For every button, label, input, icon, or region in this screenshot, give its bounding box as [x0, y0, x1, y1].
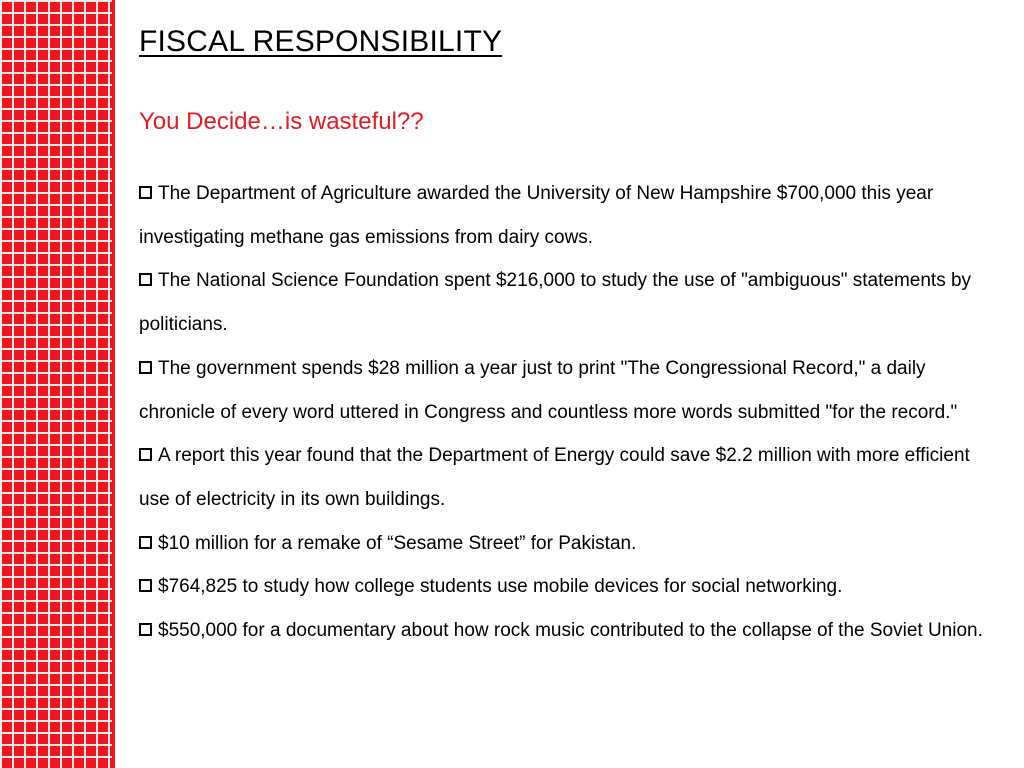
checkbox-icon — [139, 186, 152, 199]
list-item-text: $550,000 for a documentary about how rock music contributed to the collapse of the Soviet Union. — [158, 620, 983, 642]
list-item — [139, 609, 999, 653]
checkbox-icon — [139, 623, 152, 636]
list-item — [139, 172, 999, 259]
list-item-text: The Department of Agriculture awarded the University of New Hampshire $700,000 this year investigating methane gas emissions from dairy cows. — [139, 183, 934, 248]
checkbox-icon — [139, 448, 152, 461]
list-item — [139, 347, 999, 434]
slide-content — [139, 22, 999, 653]
list-item-text: The government spends $28 million a year just to print "The Congressional Record," a daily chronicle of every word uttered in Congress and countless more words submitted "for the record." — [139, 357, 958, 423]
list-item-text: A report this year found that the Department of Energy could save $2.2 million with more efficient use of electricity in its own buildings. — [139, 445, 970, 510]
list-item-text: $764,825 to study how college students use mobile devices for social networking. — [158, 576, 843, 598]
list-item-text: $10 million for a remake of “Sesame Street” for Pakistan. — [158, 532, 637, 554]
list-item — [139, 259, 999, 346]
decorative-grid-band — [0, 0, 112, 768]
checkbox-icon — [139, 273, 152, 286]
grid-band-edge — [112, 0, 115, 768]
slide-subtitle: You Decide…is wasteful?? — [139, 108, 424, 135]
list-item — [139, 565, 999, 609]
bullet-list — [139, 172, 999, 653]
slide-title: FISCAL RESPONSIBILITY — [139, 25, 503, 58]
list-item-text: The National Science Foundation spent $216,000 to study the use of "ambiguous" statements by politicians. — [139, 270, 972, 336]
list-item — [139, 522, 999, 566]
checkbox-icon — [139, 361, 152, 374]
list-item — [139, 434, 999, 521]
checkbox-icon — [139, 536, 152, 549]
checkbox-icon — [139, 579, 152, 592]
